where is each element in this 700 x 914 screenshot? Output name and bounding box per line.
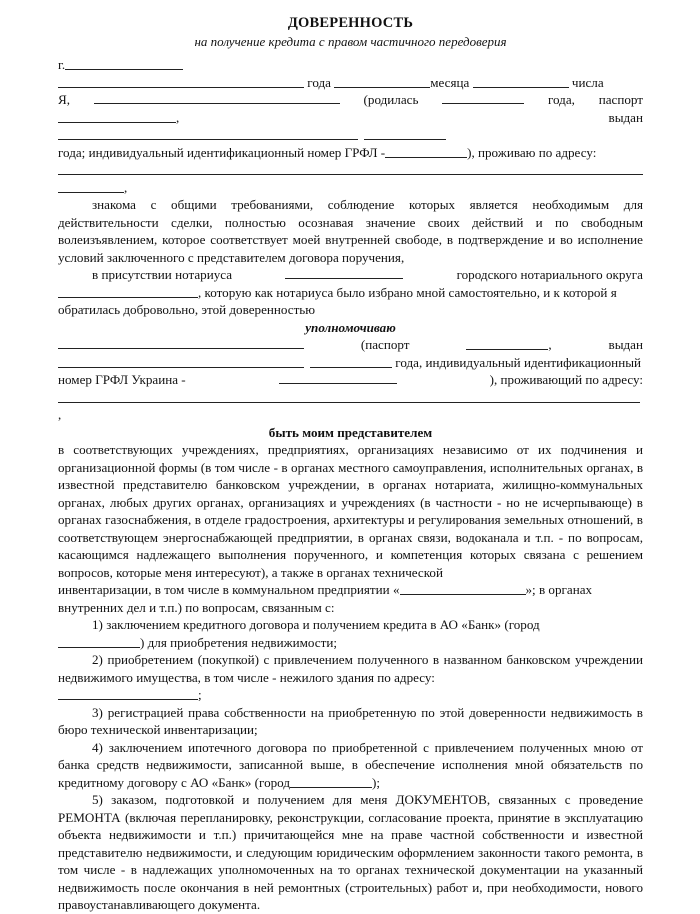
notary-district-label: городского нотариального округа: [456, 267, 643, 282]
declarant-issue-date-blank[interactable]: [364, 128, 446, 140]
declarant-passport-label: паспорт: [598, 92, 643, 107]
representative-inn-label: года, индивидуальный идентификационный: [395, 354, 642, 370]
city-label: г.: [58, 57, 66, 72]
representative-name-blank[interactable]: [58, 337, 304, 349]
date-line: [58, 74, 643, 92]
list-item-2: [58, 651, 643, 686]
representative-issue-date-blank[interactable]: [310, 356, 392, 368]
declarant-address-label: ), проживаю по адресу:: [467, 144, 597, 160]
representative-inn-blank[interactable]: [279, 372, 397, 384]
item-4-text-before: заключением ипотечного договора по приобретенной с привлечением полученных мною от банка средств недвижимости, записанной выше, в обеспечение исполнения мной обязательств по кредитному договору с АО «Банк» (город: [58, 739, 643, 790]
representative-address-blank[interactable]: [58, 391, 640, 403]
declarant-address-rule-row-2: [58, 179, 643, 197]
be-representative-heading: быть моим представителем: [268, 424, 433, 440]
declarant-name-blank[interactable]: [94, 92, 340, 104]
item-5-text-before: заказом, подготовкой и получением для меня ДОКУМЕНТОВ, связанных с проведение РЕМОНТА (включая перепланировку, реконструкции, согласование проекта, принятие в эксплуатацию объекта недвижимости и т.п.) причитающейся мне на праве частной собственности и известной представителю недвижимости, и следующим юридическим оформлением законности такого ремонта, в том числе - в надлежащих уполномоченных на то органах технической документации на указанный недвижимость после окончания в ней ремонтных (строительных) работ и, при необходимости, нового правоустанавливающего документа.: [58, 792, 644, 912]
representative-line-3: [58, 371, 643, 389]
list-item-1-continuation: [58, 634, 643, 652]
declarant-passport-blank[interactable]: [58, 111, 176, 123]
declarant-goda-label: года,: [547, 92, 575, 107]
acknowledgement-paragraph: знакома с общими требованиями, соблюдение которых является необходимым для действительности сделки, полностью осознавая значение своих действий и по свободным волеизъявлением, которое соответствует моей внутренней свободе, в подтверждение и во исполнение условий заключенного с представителем договора поручения,: [58, 197, 643, 265]
representative-issuer-blank[interactable]: [58, 356, 304, 368]
declarant-line-2: [58, 109, 643, 127]
declarant-line-1: [58, 91, 643, 109]
declarant-issue-rule-row: [58, 126, 643, 144]
date-goda-label: года: [307, 74, 331, 90]
declarant-inn-line: [58, 144, 643, 162]
page-title: ДОВЕРЕННОСТЬ: [287, 15, 414, 31]
notary-tail-label: , которую как нотариуса было избрано мной самостоятельно, и к которой я: [198, 284, 617, 300]
declarant-address-comma: ,: [124, 179, 128, 195]
item-3-text-before: регистрацией права собственности на приобретенную по этой доверенности недвижимость в бюро технической инвентаризации;: [58, 704, 643, 737]
notary-line-3: обратилась добровольно, этой доверенностью: [58, 302, 316, 317]
declarant-born-label: (родилась: [363, 92, 419, 107]
year-blank[interactable]: [58, 76, 304, 88]
date-chisla-label: числа: [571, 74, 604, 90]
declarant-birth-blank[interactable]: [442, 92, 524, 104]
item-3-number: 3): [92, 704, 103, 720]
list-item-1: [58, 616, 643, 634]
item-1-city-blank[interactable]: [58, 636, 140, 648]
scope-paragraph-1: в соответствующих учреждениях, предприятиях, организациях независимо от их подчинения и организационной формы (в том числе - в органах местного самоуправления, исполнительных органах, в известной представителю банковском учреждении, в органах нотариата, жилищно-коммунальных органах, любых других органах, организациях и учреждениях (в частности - но не исчерпывающе) в органах газоснабжения, в отделе градостроения, архитектуры и регулирования земельных отношений, в соответствующем энергоснабжающей предприятии, в органах связи, водоканала и т.п. - по вопросам, касающимся надлежащего выполнения порученного, и компетенция которых связана с решением вопросов, которые меня интересуют), а также в органах технической: [58, 442, 643, 580]
item-1-number: 1): [92, 617, 103, 632]
item-4-city-blank[interactable]: [290, 776, 372, 788]
declarant-inn-blank[interactable]: [385, 146, 467, 158]
item-2-number: 2): [92, 652, 103, 667]
utility-company-blank[interactable]: [400, 583, 526, 595]
representative-line-1: [58, 336, 643, 354]
scope-paragraph-2: [58, 581, 643, 599]
date-mesyatsa-label: месяца: [430, 74, 470, 90]
declarant-issuer-blank[interactable]: [58, 128, 358, 140]
item-2-text-after: ;: [198, 687, 202, 702]
representative-final-comma: ,: [58, 407, 62, 422]
day-blank[interactable]: [473, 76, 569, 88]
city-blank[interactable]: [65, 58, 183, 70]
item-4-text-after: );: [372, 774, 380, 790]
declarant-comma: ,: [176, 109, 180, 125]
notary-line-1: [58, 266, 643, 284]
representative-grfl-label: номер ГРФЛ Украина -: [58, 372, 186, 387]
item-2-address-blank[interactable]: [58, 688, 198, 700]
notary-line-2: [58, 284, 643, 302]
scope-paragraph-3: внутренних дел и т.п.) по вопросам, связанным с:: [58, 599, 335, 615]
scope-utility-suffix: »; в органах: [525, 582, 593, 597]
scope-utility-prefix: инвентаризации, в том числе в коммунальном предприятии «: [58, 582, 400, 597]
item-1-text-after: ) для приобретения недвижимости;: [140, 634, 337, 650]
representative-issued-label: выдан: [608, 337, 643, 352]
declarant-address-blank[interactable]: [58, 163, 643, 175]
representative-passport-label: (паспорт: [360, 337, 410, 352]
item-5-number: 5): [92, 792, 103, 807]
declarant-issued-label: выдан: [608, 109, 643, 125]
representative-address-label: ), проживающий по адресу:: [489, 372, 643, 387]
page-subtitle: на получение кредита с правом частичного передоверия: [194, 34, 507, 49]
item-4-number: 4): [92, 739, 103, 755]
item-1-text-before: заключением кредитного договора и получением кредита в АО «Банк» (город: [106, 617, 540, 632]
declarant-address-blank-2[interactable]: [58, 181, 124, 193]
city-line: [58, 56, 643, 74]
representative-comma: ,: [548, 337, 552, 352]
list-item-3: [58, 704, 643, 739]
declarant-address-rule-row: [58, 161, 643, 179]
declarant-inn-label: года; индивидуальный идентификационный номер ГРФЛ -: [58, 144, 386, 160]
list-item-4: [58, 739, 643, 792]
notary-district-blank[interactable]: [58, 286, 198, 298]
notary-prefix-label: в присутствии нотариуса: [92, 267, 233, 282]
declarant-ya-label: Я,: [58, 92, 71, 107]
representative-line-2: [58, 354, 643, 372]
empower-heading: уполномочиваю: [305, 319, 396, 335]
notary-name-blank[interactable]: [285, 267, 403, 279]
list-item-2-continuation: [58, 686, 643, 704]
month-blank[interactable]: [334, 76, 430, 88]
representative-passport-blank[interactable]: [466, 338, 548, 350]
item-2-text-before: приобретением (покупкой) с привлечением полученного в названном банковском учреждении недвижимого имущества, в том числе - нежилого здания по адресу:: [58, 652, 643, 685]
representative-address-rule-row: [58, 389, 643, 424]
list-item-5: [58, 791, 643, 914]
